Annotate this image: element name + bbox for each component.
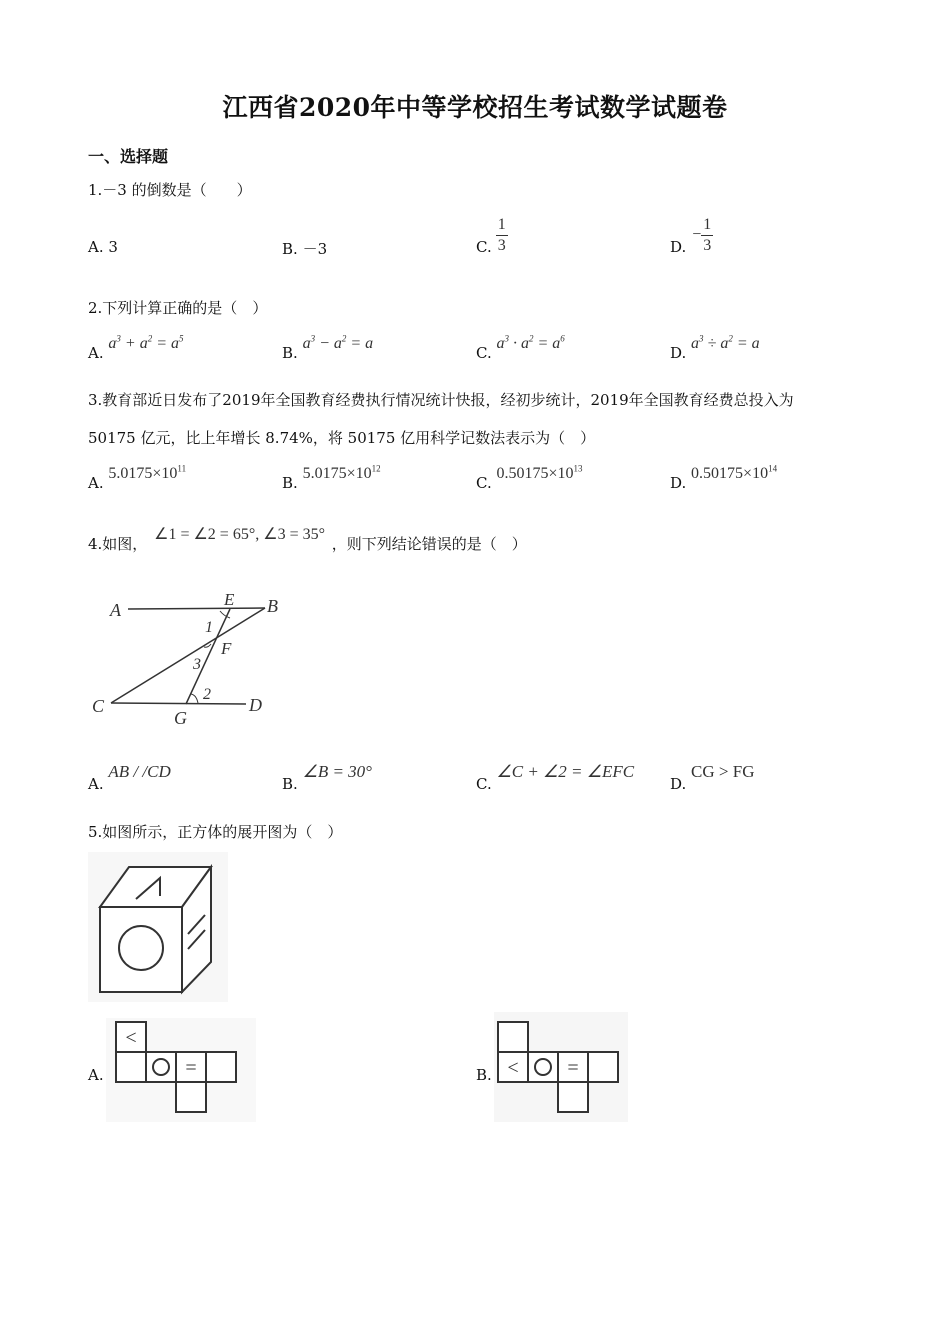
option-label: A. xyxy=(88,344,104,363)
less-than-symbol: < xyxy=(507,1057,519,1079)
q5-option-a-label: A. xyxy=(88,1066,104,1084)
fraction xyxy=(496,215,508,256)
option-label: B. xyxy=(282,474,298,493)
fraction xyxy=(701,215,713,256)
formula: $a^3 - a^2 = a$ xyxy=(302,334,374,353)
option-label: D. xyxy=(670,344,687,363)
formula: $0.50175\times 10^{13}$ xyxy=(496,464,583,483)
label-a: A xyxy=(110,600,121,620)
q3-option-c xyxy=(476,464,583,493)
q2-option-c xyxy=(476,334,565,363)
option-label: C. xyxy=(476,344,492,363)
option-label: A. xyxy=(88,238,104,256)
question-5-stem: 5.如图所示，正方体的展开图为（ ） xyxy=(88,823,343,841)
q4-option-c xyxy=(476,762,635,793)
option-label: D. xyxy=(670,775,687,793)
less-than-symbol: < xyxy=(125,1027,137,1049)
formula: $a^3 + a^2 = a^5$ xyxy=(108,334,184,353)
formula: AB / /CD xyxy=(108,762,171,781)
option-label: A. xyxy=(88,474,104,493)
minus-sign: − xyxy=(692,226,702,243)
q1-option-b xyxy=(282,238,327,259)
option-label: B. xyxy=(282,344,298,363)
q1-option-a xyxy=(88,238,118,256)
equals-symbol: = xyxy=(185,1057,197,1079)
cube-figure xyxy=(88,852,228,1002)
page-title: 江西省2020年中等学校招生考试数学试题卷 xyxy=(222,93,728,122)
formula: ∠C + ∠2 = ∠EFC xyxy=(496,762,635,781)
formula: $5.0175\times 10^{11}$ xyxy=(108,464,187,483)
option-label: B. xyxy=(282,775,298,793)
formula: $0.50175\times 10^{14}$ xyxy=(691,464,778,483)
label-f: F xyxy=(221,639,232,658)
q2-option-b xyxy=(282,334,374,363)
fraction-numerator: 1 xyxy=(496,215,508,236)
q3-option-a xyxy=(88,464,187,493)
q3-option-b xyxy=(282,464,381,493)
q2-option-d xyxy=(670,334,760,363)
question-2-stem: 2.下列计算正确的是（ ） xyxy=(88,299,268,317)
q5-option-a-net xyxy=(106,1018,256,1122)
q3-option-d xyxy=(670,464,778,493)
label-c: C xyxy=(92,696,105,716)
label-angle-2: 2 xyxy=(203,686,211,703)
q4-option-a xyxy=(88,762,171,793)
formula: CG > FG xyxy=(691,762,755,781)
fraction-denominator: 3 xyxy=(703,236,712,254)
question-3-stem-line-1: 3.教育部近日发布了2019年全国教育经费执行情况统计快报，经初步统计，2019年全国教育经费总投入为 xyxy=(88,391,794,409)
formula: ∠B = 30° xyxy=(302,762,372,781)
formula: $5.0175\times 10^{12}$ xyxy=(302,464,381,483)
label-b: B xyxy=(267,596,278,616)
geometry-figure xyxy=(88,584,298,730)
q1-option-c xyxy=(476,214,508,256)
stem-math: ∠1 = ∠2 = 65°, ∠3 = 35° xyxy=(154,526,325,543)
q5-option-b-label: B. xyxy=(476,1066,492,1084)
label-angle-1: 1 xyxy=(205,619,213,636)
q2-option-a xyxy=(88,334,184,363)
label-angle-3: 3 xyxy=(193,656,201,673)
option-label: D. xyxy=(670,474,687,493)
q4-option-d xyxy=(670,762,755,793)
label-e: E xyxy=(224,590,235,609)
option-label: C. xyxy=(476,474,492,493)
option-text: －3 xyxy=(302,240,328,258)
option-label: D. xyxy=(670,238,687,256)
stem-suffix: ，则下列结论错误的是（ ） xyxy=(331,535,527,553)
formula: $a^3 \div a^2 = a$ xyxy=(691,334,760,353)
fraction-numerator: 1 xyxy=(701,215,713,236)
label-g: G xyxy=(174,708,187,728)
option-label: B. xyxy=(282,240,298,258)
q1-option-d xyxy=(670,214,713,256)
section-heading: 一、选择题 xyxy=(88,147,169,166)
q4-option-b xyxy=(282,762,372,793)
label-d: D xyxy=(249,695,262,715)
question-1-stem: 1.－3 的倒数是（ ） xyxy=(88,181,252,199)
formula: $a^3 \cdot a^2 = a^6$ xyxy=(496,334,565,353)
question-4-stem xyxy=(88,526,527,555)
option-text: 3 xyxy=(108,238,118,256)
stem-prefix: 4.如图， xyxy=(88,535,148,553)
option-label: C. xyxy=(476,238,492,256)
fraction-denominator: 3 xyxy=(497,236,506,254)
option-label: C. xyxy=(476,775,492,793)
equals-symbol: = xyxy=(567,1057,579,1079)
option-label: A. xyxy=(88,775,104,793)
q5-option-b-net xyxy=(494,1012,628,1122)
question-3-stem-line-2: 50175 亿元，比上年增长 8.74%，将 50175 亿用科学记数法表示为（ ） xyxy=(88,429,596,447)
